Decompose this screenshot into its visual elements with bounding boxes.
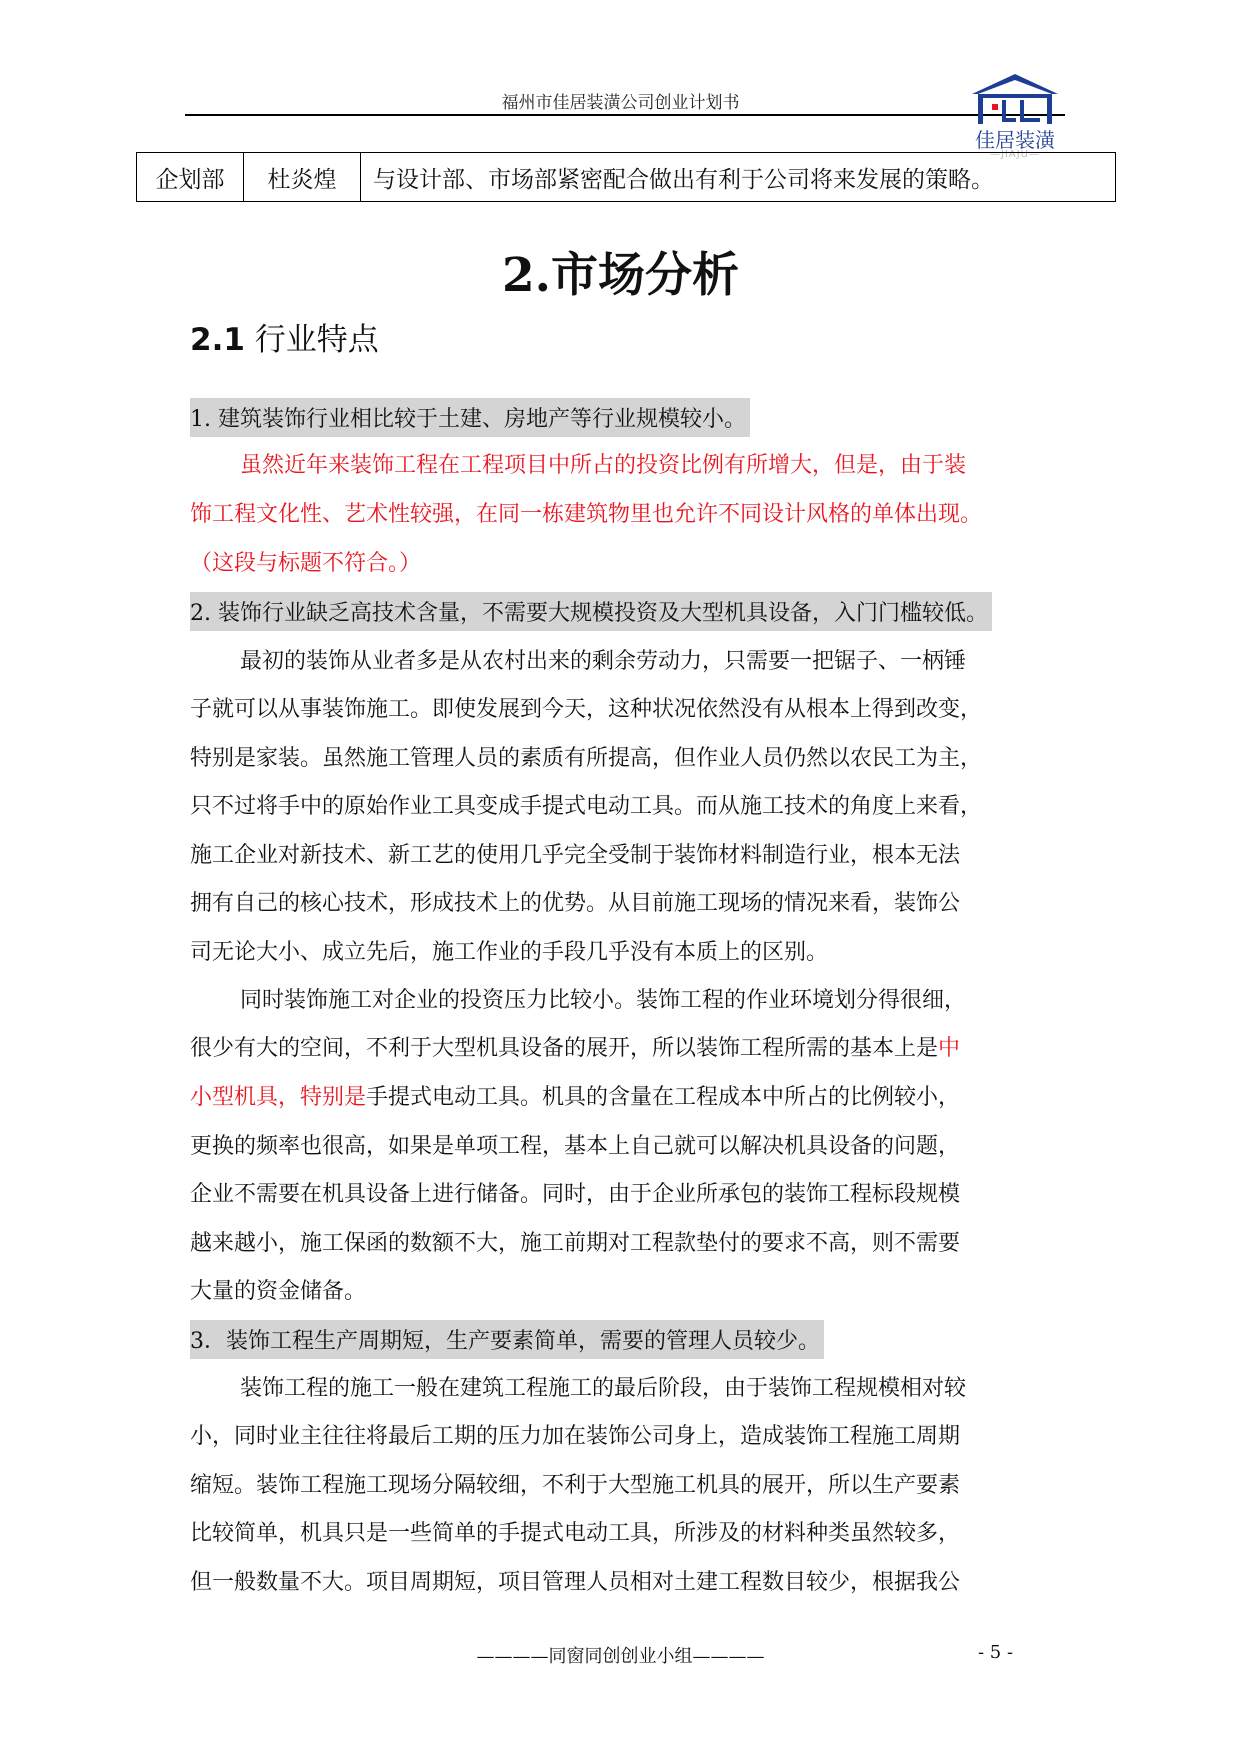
paragraph-line: 饰工程文化性、艺术性较强，在同一栋建筑物里也允许不同设计风格的单体出现。 — [190, 502, 983, 527]
paragraph-line: 缩短。装饰工程施工现场分隔较细，不利于大型施工机具的展开，所以生产要素 — [190, 1473, 961, 1498]
logo-caption: 佳居装潢 — [975, 128, 1055, 152]
paragraph-line: 装饰工程的施工一般在建筑工程施工的最后阶段，由于装饰工程规模相对较 — [240, 1376, 967, 1401]
highlight-text: 中 — [938, 1036, 961, 1061]
name-cell: 杜炎煌 — [244, 153, 361, 202]
page-number: - 5 - — [978, 1642, 1014, 1663]
highlight-text: 小型机具，特别是 — [190, 1085, 367, 1110]
staff-table — [136, 152, 1116, 202]
header-rule — [185, 114, 1065, 116]
subsection-text: 行业特点 — [254, 322, 379, 358]
paragraph-line: 同时装饰施工对企业的投资压力比较小。装饰工程的作业环境划分得很细， — [240, 988, 967, 1013]
logo-subtitle: —JIAJU— — [989, 149, 1040, 160]
duty-cell: 与设计部、市场部紧密配合做出有利于公司将来发展的策略。 — [361, 153, 1116, 202]
paragraph-line: 但一般数量不大。项目周期短，项目管理人员相对土建工程数目较少，根据我公 — [190, 1570, 961, 1595]
paragraph-line: 最初的装饰从业者多是从农村出来的剩余劳动力，只需要一把锯子、一柄锤 — [240, 649, 967, 674]
dept-cell: 企划部 — [137, 153, 244, 202]
text-span: 很少有大的空间，不利于大型机具设备的展开，所以装饰工程所需的基本上是 — [190, 1036, 939, 1061]
header-title: 福州市佳居装潢公司创业计划书 — [501, 93, 740, 113]
paragraph-line: （这段与标题不符合。） — [190, 551, 422, 576]
paragraph-line — [190, 1031, 960, 1062]
paragraph-line: 拥有自己的核心技术，形成技术上的优势。从目前施工现场的情况来看，装饰公 — [190, 891, 961, 916]
footer-text: ————同窗同创创业小组———— — [476, 1646, 765, 1667]
point-heading-1: 1. 建筑装饰行业相比较于土建、房地产等行业规模较小。 — [190, 398, 750, 437]
paragraph-line: 虽然近年来装饰工程在工程项目中所占的投资比例有所增大，但是，由于装 — [240, 453, 967, 478]
subsection-number: 2.1 — [190, 322, 245, 358]
paragraph-line: 特别是家装。虽然施工管理人员的素质有所提高，但作业人员仍然以农民工为主， — [190, 746, 983, 771]
paragraph-line: 大量的资金储备。 — [190, 1279, 367, 1304]
paragraph-line: 小，同时业主往往将最后工期的压力加在装饰公司身上，造成装饰工程施工周期 — [190, 1424, 961, 1449]
paragraph-line: 企业不需要在机具设备上进行储备。同时，由于企业所承包的装饰工程标段规模 — [190, 1182, 961, 1207]
paragraph-line — [190, 1080, 960, 1111]
paragraph-line: 子就可以从事装饰施工。即使发展到今天，这种状况依然没有从根本上得到改变， — [190, 697, 983, 722]
paragraph-line: 司无论大小、成立先后，施工作业的手段几乎没有本质上的区别。 — [190, 940, 829, 965]
paragraph-line: 比较简单，机具只是一些简单的手提式电动工具，所涉及的材料种类虽然较多， — [190, 1521, 961, 1546]
section-heading: 2.市场分析 — [501, 248, 740, 303]
point-heading-3: 3．装饰工程生产周期短，生产要素简单，需要的管理人员较少。 — [190, 1320, 824, 1359]
paragraph-line: 只不过将手中的原始作业工具变成手提式电动工具。而从施工技术的角度上来看， — [190, 794, 983, 819]
paragraph-line: 更换的频率也很高，如果是单项工程，基本上自己就可以解决机具设备的问题， — [190, 1134, 961, 1159]
subsection-heading — [190, 314, 379, 359]
text-span: 手提式电动工具。机具的含量在工程成本中所占的比例较小， — [366, 1085, 961, 1110]
paragraph-line: 施工企业对新技术、新工艺的使用几乎完全受制于装饰材料制造行业，根本无法 — [190, 843, 961, 868]
point-heading-2: 2. 装饰行业缺乏高技术含量，不需要大规模投资及大型机具设备，入门门槛较低。 — [190, 592, 992, 631]
table-row — [137, 153, 1116, 202]
paragraph-line: 越来越小，施工保函的数额不大，施工前期对工程款垫付的要求不高，则不需要 — [190, 1231, 961, 1256]
